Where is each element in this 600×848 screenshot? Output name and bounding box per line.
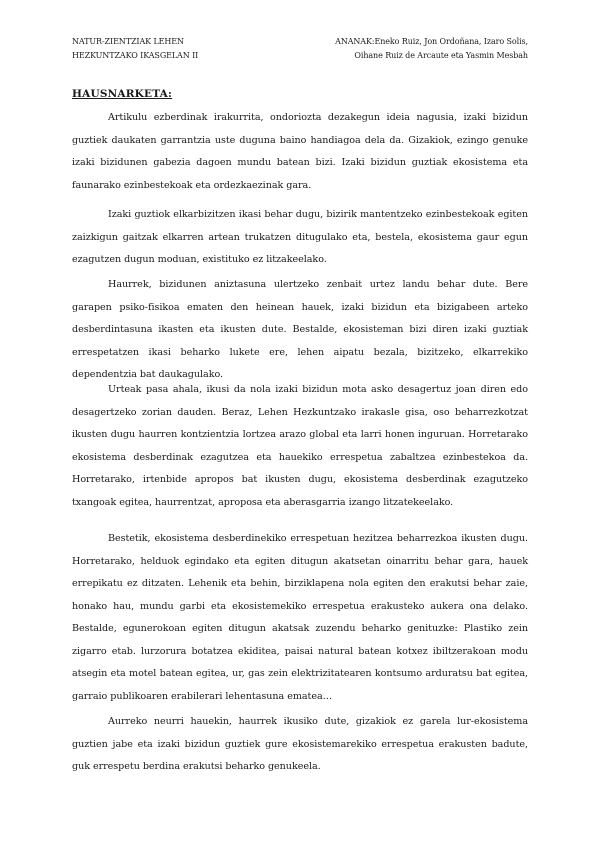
paragraph-2: Izaki guztiok elkarbizitzen ikasi behar dugu, bizirik mantentzeko ezinbestekoak egiten zaizkigun gaitzak elkarren artean trukatzen ditugulako eta, bestela, ekosistema gaur egun ezagutzen dugun moduan, existituko ez litzakeelako.	[72, 209, 528, 265]
header-right	[335, 35, 528, 63]
page-title: HAUSNARKETA:	[72, 88, 173, 100]
header-left	[72, 35, 198, 63]
header-subject-line1: NATUR-ZIENTZIAK LEHEN	[72, 37, 184, 46]
paragraph-5: Bestetik, ekosistema desberdinekiko errespetuan hezitzea beharrezkoa ikusten dugu. Horretarako, helduok egindako eta egiten ditugun akatsetan oinarritu behar gara, hauek errepikatu ez ditzaten. Lehenik eta behin, birziklapena nola egiten den erakutsi behar zaie, honako hau, mundu garbi eta ekosistemekiko errespetua erakusteko aukera ona delako. Bestalde, egunerokoan egiten ditugun akatsak zuzendu beharko genituzke: Plastiko zein zigarro etab. lurzorura botatzea ekiditea, paisai natural batean kotxez ibiltzerakoan modu atsegin eta motel batean egitea, ur, gas zein elektrizitatearen kontsumo arduratsu bat egitea, garraio publikoaren erabilerari lehentasuna ematea…	[72, 533, 528, 702]
paragraph-4: Urteak pasa ahala, ikusi da nola izaki bizidun mota asko desagertuz joan diren edo desagertzeko zorian dauden. Beraz, Lehen Hezkuntzako irakasle gisa, oso beharrezkotzat ikusten dugu haurren kontzientzia lortzea arazo global eta larri honen inguruan. Horretarako ekosistema desberdinak ezagutzea eta hauekiko errespetua zabaltzea ezinbestekoa da. Horretarako, irtenbide apropos bat ikusten dugu, ekosistema desberdinak ezagutzeko txangoak egitea, haurrentzat, aproposa eta aberasgarria izango litzatekeelako.	[72, 384, 528, 508]
paragraph-6: Aurreko neurri hauekin, haurrek ikusiko dute, gizakiok ez garela lur-ekosistema guztien jabe eta izaki bizidun guztiek gure ekosistemarekiko errespetua erakusten badute, guk errespetu berdina erakutsi beharko genukeela.	[72, 716, 528, 772]
header-authors-line1: ANANAK:Eneko Ruiz, Jon Ordoñana, Izaro Solis,	[335, 37, 528, 46]
paragraph-3: Haurrek, bizidunen aniztasuna ulertzeko zenbait urtez landu behar dute. Bere garapen psiko-fisikoa ematen den heinean hauek, izaki bizidun eta bizigabeen arteko desberdintasuna ikasten eta ikusten dute. Bestalde, ekosisteman bizi diren izaki guztiak errespetatzen ikasi beharko lukete ere, lehen aipatu bezala, bizitzeko, elkarrekiko dependentzia bat daukagulako.	[72, 279, 528, 380]
paragraph-1: Artikulu ezberdinak irakurrita, ondorioztа dezakegun ideia nagusia, izaki bizidun guztiek daukaten garrantzia uste duguna baino handiagoa dela da. Gizakiok, ezingo genuke izaki bizidunen gabezia dagoen mundu batean bizi. Izaki bizidun guztiak ekosistema eta faunarako ezinbestekoak eta ordezkaezinak gara.	[72, 112, 528, 191]
header-subject-line2: HEZKUNTZAKO IKASGELAN II	[72, 51, 199, 60]
header-authors-line2: Oihane Ruiz de Arcaute eta Yasmin Mesbah	[354, 51, 528, 60]
